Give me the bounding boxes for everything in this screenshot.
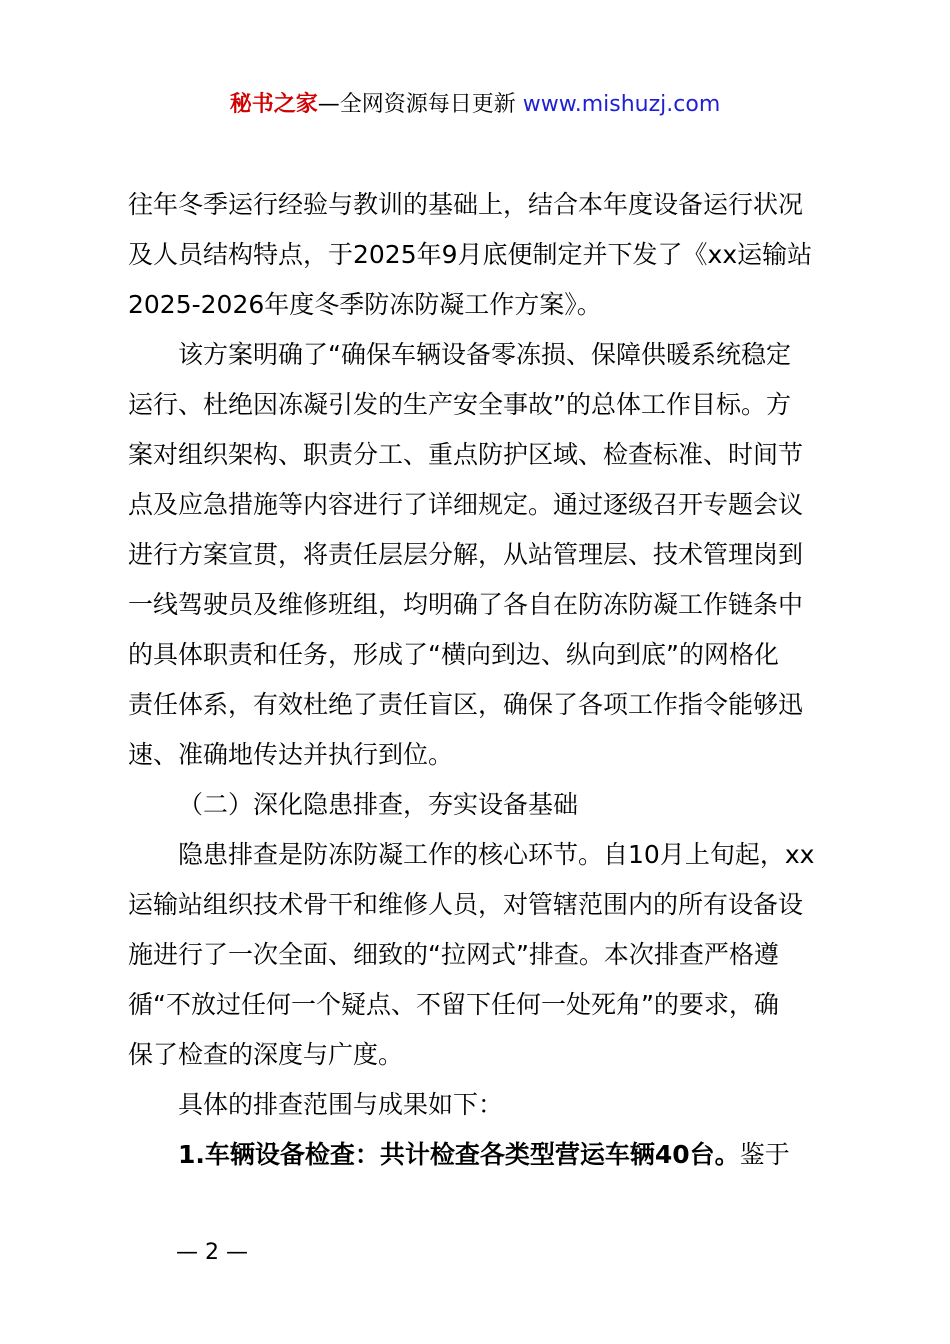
paragraph-line: 具体的排查范围与成果如下：	[178, 1090, 504, 1119]
paragraph-line: 案对组织架构、职责分工、重点防护区域、检查标准、时间节	[128, 440, 804, 469]
paragraph-line: 运行、杜绝因冻凝引发的生产安全事故”的总体工作目标。方	[128, 390, 791, 419]
paragraph-continuation: 鉴于	[739, 1140, 790, 1169]
paragraph-line: 该方案明确了“确保车辆设备零冻损、保障供暖系统稳定	[178, 340, 791, 369]
paragraph-line: 隐患排查是防冻防凝工作的核心环节。自10月上旬起，xx	[178, 840, 815, 869]
document-body	[128, 180, 832, 1180]
paragraph-line: 进行方案宣贯，将责任层层分解，从站管理层、技术管理岗到	[128, 540, 804, 569]
paragraph-line: 一线驾驶员及维修班组，均明确了各自在防冻防凝工作链条中	[128, 590, 804, 619]
brand-name: 秘书之家	[229, 92, 318, 117]
bold-lead-text: 1.车辆设备检查：共计检查各类型营运车辆40台。	[178, 1140, 740, 1169]
paragraph-line: 及人员结构特点，于2025年9月底便制定并下发了《xx运输站	[128, 240, 813, 269]
paragraph-line: 施进行了一次全面、细致的“拉网式”排查。本次排查严格遵	[128, 940, 779, 969]
page-number: — 2 —	[176, 1240, 248, 1265]
site-header	[0, 88, 950, 122]
paragraph-line: 速、准确地传达并执行到位。	[128, 740, 454, 769]
site-url-link[interactable]: www.mishuzj.com	[522, 92, 721, 117]
paragraph-line	[128, 1130, 832, 1180]
paragraph-line: 点及应急措施等内容进行了详细规定。通过逐级召开专题会议	[128, 490, 804, 519]
paragraph-line: 循“不放过任何一个疑点、不留下任何一处死角”的要求，确	[128, 990, 779, 1019]
header-slogan: —全网资源每日更新	[317, 92, 523, 117]
paragraph-line: 运输站组织技术骨干和维修人员，对管辖范围内的所有设备设	[128, 890, 804, 919]
paragraph-line: 保了检查的深度与广度。	[128, 1040, 404, 1069]
paragraph-line: 责任体系，有效杜绝了责任盲区，确保了各项工作指令能够迅	[128, 690, 804, 719]
paragraph-line: 往年冬季运行经验与教训的基础上，结合本年度设备运行状况	[128, 190, 804, 219]
paragraph-line: 2025-2026年度冬季防冻防凝工作方案》。	[128, 290, 602, 319]
section-heading: （二）深化隐患排查，夯实设备基础	[178, 790, 579, 819]
paragraph-line: 的具体职责和任务，形成了“横向到边、纵向到底”的网格化	[128, 640, 779, 669]
